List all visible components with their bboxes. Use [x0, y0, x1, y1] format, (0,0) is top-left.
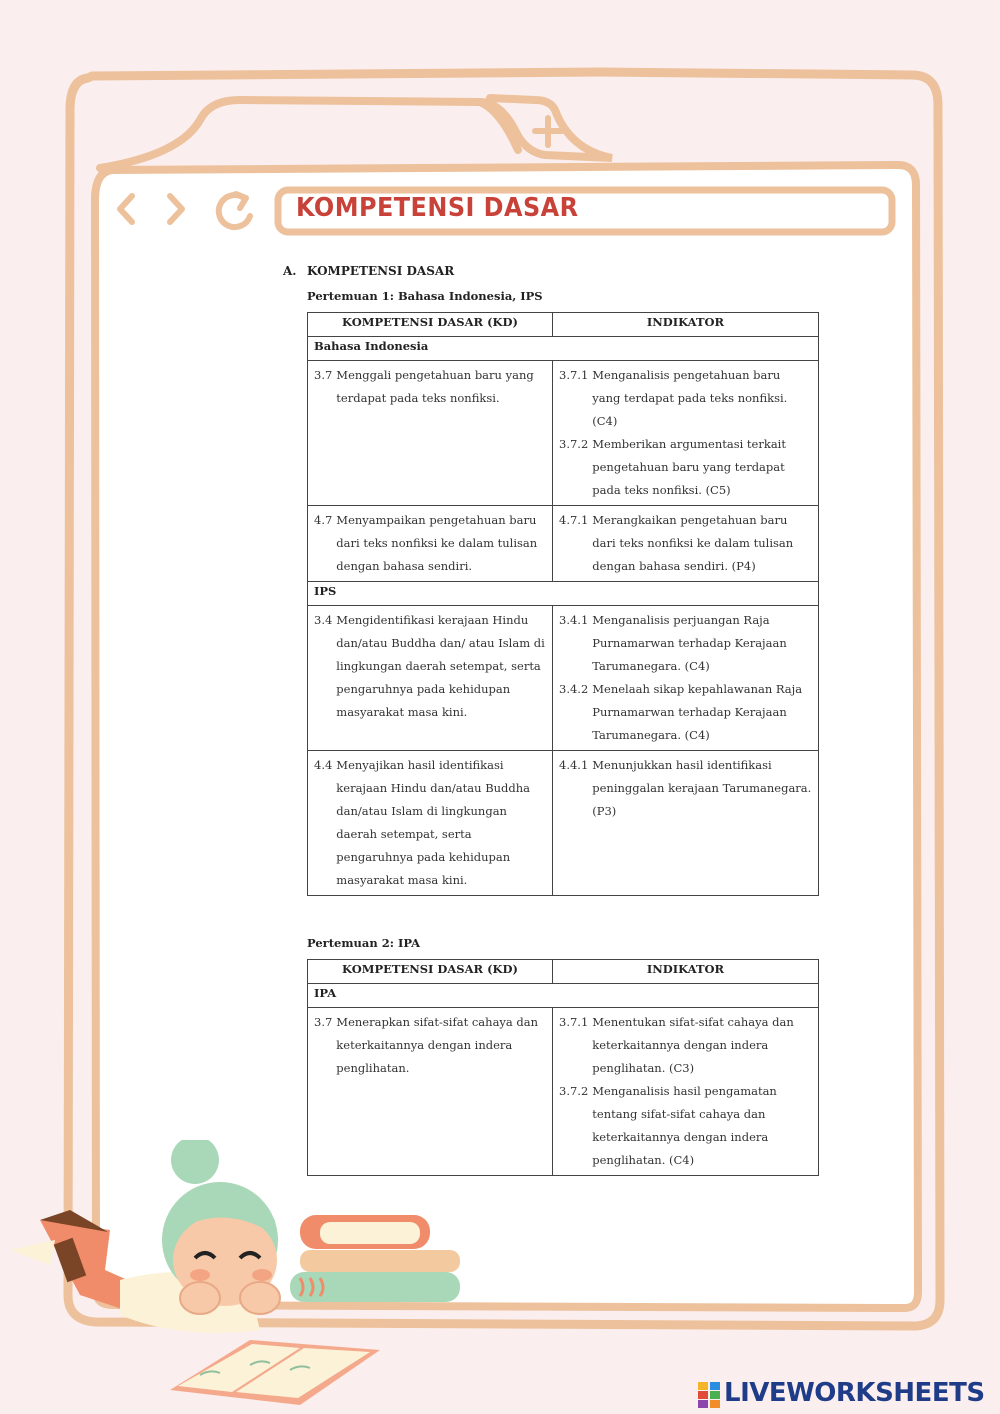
browser-nav-icons — [112, 186, 272, 232]
table-row — [308, 361, 819, 506]
indicator-item: 3.7.1 Menentukan sifat-sifat cahaya dan keterkaitannya dengan indera penglihatan. (C3) — [559, 1015, 794, 1075]
section-title: KOMPETENSI DASAR — [307, 264, 455, 278]
indicator-item: 3.7.2 Memberikan argumentasi terkait pengetahuan baru yang terdapat pada teks nonfiksi. (C5) — [559, 437, 786, 497]
kd-item: 4.4 Menyajikan hasil identifikasi kerajaan Hindu dan/atau Buddha dan/atau Islam di lingkungan daerah setempat, serta pengaruhnya pada kehidupan masyarakat masa kini. — [314, 758, 531, 887]
group-row: IPS — [308, 582, 819, 606]
section-heading — [283, 264, 454, 278]
section-number: A. — [283, 264, 297, 278]
meeting-title: Pertemuan 2: IPA — [307, 936, 421, 950]
brand-text: LIVEWORKSHEETS — [724, 1378, 985, 1408]
chevron-right-icon — [170, 196, 182, 222]
chevron-left-icon — [120, 196, 132, 222]
meeting-title: Pertemuan 1: Bahasa Indonesia, IPS — [307, 289, 543, 303]
indicator-item: 3.4.2 Menelaah sikap kepahlawanan Raja Purnamarwan terhadap Kerajaan Tarumanegara. (C4) — [559, 682, 803, 742]
open-book-icon — [170, 1340, 380, 1405]
indicator-item: 3.4.1 Menganalisis perjuangan Raja Purnamarwan terhadap Kerajaan Tarumanegara. (C4) — [559, 613, 787, 673]
column-header-kd: KOMPETENSI DASAR (KD) — [308, 313, 553, 337]
kd-item: 3.4 Mengidentifikasi kerajaan Hindu dan/atau Buddha dan/ atau Islam di lingkungan daerah setempat, serta pengaruhnya pada kehidupan masyarakat masa kini. — [314, 613, 545, 719]
column-header-kd: KOMPETENSI DASAR (KD) — [308, 960, 553, 984]
page-title: KOMPETENSI DASAR — [296, 193, 579, 223]
group-row: Bahasa Indonesia — [308, 337, 819, 361]
refresh-icon — [219, 194, 250, 227]
indicator-item: 3.7.2 Menganalisis hasil pengamatan tentang sifat-sifat cahaya dan keterkaitannya dengan indera penglihatan. (C4) — [559, 1084, 777, 1167]
indicator-item: 4.4.1 Menunjukkan hasil identifikasi peninggalan kerajaan Tarumanegara. (P3) — [559, 758, 812, 818]
table-row — [308, 751, 819, 896]
table-row — [308, 506, 819, 582]
indicator-item: 3.7.1 Menganalisis pengetahuan baru yang terdapat pada teks nonfiksi. (C4) — [559, 368, 788, 428]
kd-item: 3.7 Menggali pengetahuan baru yang terdapat pada teks nonfiksi. — [314, 368, 534, 405]
kd-item: 4.7 Menyampaikan pengetahuan baru dari teks nonfiksi ke dalam tulisan dengan bahasa sendiri. — [314, 513, 538, 573]
group-row: IPA — [308, 984, 819, 1008]
indicator-item: 4.7.1 Merangkaikan pengetahuan baru dari teks nonfiksi ke dalam tulisan dengan bahasa sendiri. (P4) — [559, 513, 794, 573]
table-row — [308, 606, 819, 751]
column-header-indikator: INDIKATOR — [553, 960, 819, 984]
column-header-indikator: INDIKATOR — [553, 313, 819, 337]
kd-item: 3.7 Menerapkan sifat-sifat cahaya dan keterkaitannya dengan indera penglihatan. — [314, 1015, 539, 1075]
girl-reading-illustration — [0, 1140, 480, 1414]
footer-brand — [698, 1378, 985, 1408]
kd-table-meeting-1 — [307, 312, 819, 896]
